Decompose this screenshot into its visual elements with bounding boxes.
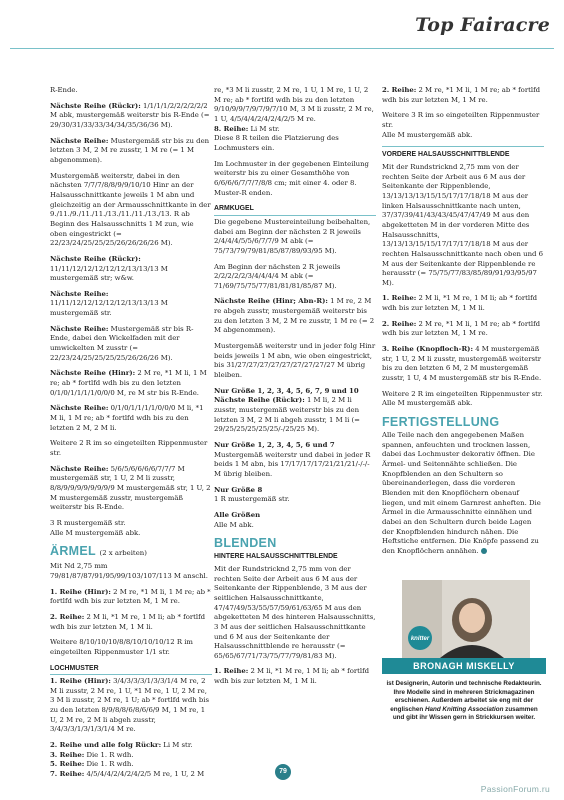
paragraph: Weitere 2 R im eingeteilten Rippenmuster str. [382, 389, 543, 398]
section-heading-blenden: BLENDEN [214, 536, 277, 551]
paragraph: Weitere 3 R im so eingeteilten Rippenmuster str. [382, 111, 540, 129]
paragraph: 3. Reihe (Knopfloch-R): 4 M mustergemäß str, 1 U, 2 M li zusstr, mustergemäß weiterstr bis zu den letzten 6 M, 2 M mustergemäß zusstr, 1 U, 4 M mustergemäß str bis R-Ende. [382, 345, 542, 383]
paragraph: 2. Reihe und alle folg Rückr: Li M str. [50, 741, 193, 750]
designer-name: BRONAGH MISKELLY [382, 658, 546, 674]
paragraph: 2. Reihe: 2 M re, *1 M li, 1 M re; ab * fortlfd wdh bis zur letzten M, 1 M re. [382, 86, 541, 104]
section-heading-aermel: ÄRMEL (2 x arbeiten) [50, 544, 147, 559]
subheading-vordere: VORDERE HALSAUSSCHNITTBLENDE [382, 146, 544, 161]
column-1 [50, 86, 212, 786]
paragraph: 1. Reihe: 2 M li, *1 M re, 1 M li; ab * fortlfd wdh bis zur letzten M, 1 M li. [382, 294, 538, 313]
paragraph: Nur Größe 1, 2, 3, 4, 5, 6 und 7 [214, 441, 335, 449]
paragraph: Nächste Reihe (Hinr): 2 M re, *1 M li, 1 M re; ab * fortlfd wdh bis zu den letzten 0/1/0/1/1/1/1/0/0/0 M, re M str bis R-Ende. [50, 369, 207, 397]
paragraph: Am Beginn der nächsten 2 R jeweils 2/2/2/2/2/3/4/4/4/4 M abk (= 71/69/75/75/77/81/81/81/85/87 M). [214, 262, 341, 290]
paragraph: 1. Reihe (Hinr): 3/4/3/3/3/1/3/3/1/4 M re, 2 M li zusstr, 2 M re, 1 U, *1 M re, 1 U, 2 M re, 3 M li zusstr, 2 M re, 1 U; ab * fortlfd wdh bis zu den letzten 8/9/8/8/6/8/6/6/9 M, 1 M re, 1 U, 2 M re, 2 M li abgeh zusstr, 3/4/3/3/1/3/1/3/1/4 M re. [50, 677, 210, 734]
paragraph: 2. Reihe: 2 M li, *1 M re, 1 M li; ab * fortlfd wdh bis zur letzten M, 1 M li. [50, 612, 206, 631]
paragraph: Alle M mustergemäß abk. [382, 399, 473, 408]
subheading-hintere: HINTERE HALSAUSSCHNITTBLENDE [214, 553, 338, 561]
paragraph: Alle Teile nach den angegebenen Maßen spannen, anfeuchten und trocknen lassen, dabei das Lochmuster dekorativ öffnen. Die Ärmel- und Seitennähte schließen. Die Knopfblenden an den Schultern so übereinanderlegen, dass die vorderen Blenden mit den Knopflöchern obenauf liegen, und mit einem Garnrest anheften. Die Ärmel in die Armausschnitte einnähen und dabei an den Schultern durch beide Lagen der Knopfblenden hindurch nähen. Die Heftstiche entfernen. Die Knöpfe passend zu den Knopflöchern annähen. [382, 431, 541, 555]
end-mark-icon [481, 548, 487, 554]
paragraph: R-Ende. [50, 86, 78, 94]
paragraph: re, *3 M li zusstr, 2 M re, 1 U, 1 M re, 1 U, 2 M re; ab * fortlfd wdh bis zu den letzten 9/10/9/9/7/9/7/9/7/10 M, 3 M li zusstr, 2 M re, 1 U, 4/5/4/4/2/4/2/4/2/5 M re. [214, 86, 374, 123]
header-rule [10, 48, 554, 49]
paragraph: Weitere 2 R im so eingeteilten Rippenmuster str. [50, 439, 208, 457]
paragraph: Mit der Rundstricknd 2,75 mm von der rechten Seite der Arbeit aus 6 M aus der Seitenkante der Rippenblende, 13/13/13/13/15/15/17/17/18/18 M aus der linken Halsausschnittkante nach unten, 37/37/39/41/43/43/45/47/47/49 M aus den abgeketteten M in der vorderen Mitte des Halsausschnitts, 13/13/13/15/15/17/17/17/18/18 M aus der rechten Halsausschnittkante nach oben und 6 M aus der Seitenkante der Rippenblende re herausstr (= 75/75/77/83/85/89/91/93/95/97 M). [382, 162, 544, 287]
paragraph: Mustergemäß weiterstr, dabei in den nächsten 7/7/7/8/8/9/9/10/10 Hinr an der Halsausschnittkante jeweils 1 M abn und gleichzeitig an der Armausschnittkante in der 9./11./9./11./11./13./11./11./13./13. R ab Beginn des Halsausschnitts 1 M zun, wie oben eingestrickt (= 22/23/24/25/25/25/26/26/26/26 M). [50, 171, 211, 248]
designer-portrait [402, 580, 530, 658]
watermark: PassionForum.ru [480, 784, 550, 794]
paragraph: Nächste Reihe: 0/1/0/1/1/1/1/0/0/0 M li, *1 M li, 1 M re; ab * fortlfd wdh bis zu den letzten 2 M, 2 M li. [50, 404, 204, 432]
paragraph: Mustergemäß weiterstr und dabei in jeder R beids 1 M abn, bis 17/17/17/17/21/21/21/-/-/- M übrig bleiben. [214, 450, 371, 478]
paragraph: Alle M mustergemäß abk. [50, 528, 141, 537]
paragraph: Nächste Reihe (Rückr): 1 M li, 2 M li zusstr, mustergemäß weiterstr bis zu den letzten 3 M, 2 M li abgeh zusstr, 1 M li (= 29/25/25/25/25/25/-/25/25 M). [214, 396, 360, 434]
paragraph: 3. Reihe: Die 1. R wdh. [50, 750, 134, 759]
column-2 [214, 86, 376, 693]
paragraph: Mit Nd 2,75 mm 79/81/87/87/91/95/99/103/107/113 M anschl. [50, 562, 208, 580]
paragraph: Die gegebene Mustereinteilung beibehalten, dabei am Beginn der nächsten 2 R jeweils 2/4/4/4/5/5/6/7/7/9 M abk (= 75/73/79/79/81/85/87/89/93/95 M). [214, 217, 371, 255]
paragraph: 1 R mustergemäß str. [214, 495, 290, 504]
paragraph: Nächste Reihe: 11/11/12/12/12/12/12/13/13/13 M mustergemäß str. [50, 289, 168, 318]
subheading-lochmuster: LOCHMUSTER [50, 664, 212, 676]
paragraph: Nur Größe 1, 2, 3, 4, 5, 6, 7, 9 und 10 [214, 386, 359, 395]
paragraph: Alle Größen [214, 510, 261, 519]
paragraph: 1. Reihe (Hinr): 2 M re, *1 M li, 1 M re; ab * fortlfd wdh bis zur letzten M, 1 M re. [50, 587, 211, 606]
section-heading-fertigstellung: FERTIGSTELLUNG [382, 415, 500, 430]
paragraph: Im Lochmuster in der gegebenen Einteilung weiterstr bis zu einer Gesamthöhe von 6/6/6/6/7/7/7/8/8 cm; mit einer 4. oder 8. Muster-R enden. [214, 159, 369, 197]
paragraph: 5. Reihe: Die 1. R wdh. [50, 760, 134, 769]
paragraph: 3 R mustergemäß str. [50, 518, 126, 527]
paragraph: 2. Reihe: 2 M re, *1 M li, 1 M re; ab * fortlfd wdh bis zur letzten M, 1 M re. [382, 319, 541, 338]
paragraph: Alle M mustergemäß abk. [382, 130, 473, 139]
paragraph: Mustergemäß weiterstr und in jeder folg Hinr beids jeweils 1 M abn, wie oben eingestrickt, bis 31/27/27/27/27/27/27/27/27/27 M übrig bleiben. [214, 342, 376, 380]
paragraph: Nächste Reihe: Mustergemäß str bis zu den letzten 3 M, 2 M re zusstr, 1 M re (= 1 M abgenommen). [50, 136, 210, 164]
paragraph: Alle M abk. [214, 520, 254, 529]
paragraph: Nächste Reihe: Mustergemäß str bis R-Ende, dabei den Wickelfaden mit der umwickelten M zusstr (= 22/23/24/25/25/25/25/26/26/26 M). [50, 324, 194, 362]
paragraph: Mit der Rundstricknd 2,75 mm von der rechten Seite der Arbeit aus 6 M aus der Seitenkante der Rippenblende, 3 M aus der seitlichen Halsausschnittkante, 47/47/49/53/55/57/59/61/63/65 M aus den abgeketteten M des hinteren Halsausschnitts, 3 M aus der seitlichen Halsausschnittkante und 6 M aus der Seitenkante der Halsausschnittblende re herausstr (= 65/65/67/71/73/75/77/79/81/83 M). [214, 564, 376, 660]
paragraph: Nächste Reihe (Rückr): 11/11/12/12/12/12/12/13/13/13 M mustergemäß str; w&w. [50, 254, 168, 283]
designer-bio: ist Designerin, Autorin und technische Redakteurin. Ihre Modelle sind in mehreren Strickmagazinen erschienen. Außerdem arbeitet sie eng mit der englischen Hand Knitting Association zusammen und gibt ihr Wissen gern in Strickkursen weiter. [386, 680, 542, 722]
column-3 [382, 86, 544, 563]
paragraph: 8. Reihe: Li M str. [214, 124, 280, 133]
page-title: Top Fairacre [415, 14, 550, 36]
paragraph: Diese 8 R teilen die Platzierung des Lochmusters ein. [214, 134, 339, 152]
paragraph: Nächste Reihe: 5/6/5/6/6/6/6/7/7/7 M mustergemäß str, 1 U, 2 M li zusstr, 8/8/9/9/9/9/9/9/9/9 M mustergemäß str, 1 U, 2 M mustergemäß zusstr, mustergemäß weiterstr bis R-Ende. [50, 464, 211, 512]
paragraph: 1. Reihe: 2 M li, *1 M re, 1 M li; ab * fortlfd wdh bis zur letzten M, 1 M li. [214, 667, 370, 686]
page-number: 79 [275, 764, 291, 780]
badge-text: knitter [410, 636, 430, 642]
paragraph: Weitere 8/10/10/10/8/8/10/10/10/12 R im eingeteilten Rippenmuster 1/1 str. [50, 638, 193, 656]
paragraph: 7. Reihe: 4/5/4/4/2/4/2/4/2/5 M re, 1 U, 2 M [50, 770, 205, 779]
portrait-illustration [402, 580, 530, 658]
paragraph: Nächste Reihe (Rückr): 1/1/1/1/2/2/2/2/2/2 M abk, mustergemäß weiterstr bis R-Ende (= 29/30/31/33/33/34/34/35/36/36 M). [50, 101, 210, 129]
paragraph: Nur Größe 8 [214, 485, 263, 494]
paragraph: Nächste Reihe (Hinr; Abn-R): 1 M re, 2 M re abgeh zusstr, mustergemäß weiterstr bis zu den letzten 3 M, 2 M re zusstr, 1 M re (= 2 M abgenommen). [214, 297, 375, 335]
subheading-armkugel: ARMKUGEL [214, 204, 376, 216]
